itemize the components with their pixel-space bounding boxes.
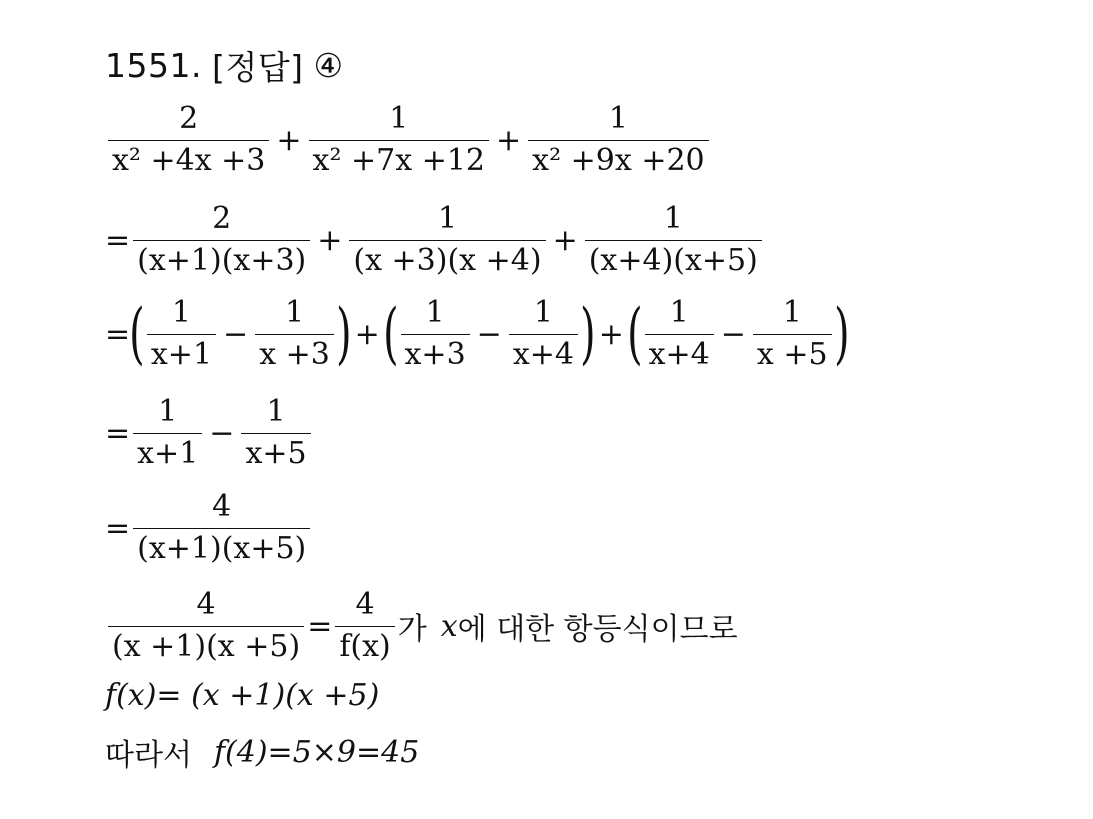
- denominator: x² +9x +20: [528, 140, 708, 179]
- right-paren: ): [833, 295, 850, 372]
- fraction: [753, 296, 832, 372]
- plus-sign: +: [354, 316, 380, 352]
- numerator: 4: [355, 587, 375, 622]
- fraction: [645, 296, 714, 372]
- minus-sign: −: [223, 316, 249, 352]
- denominator: (x +3)(x +4): [349, 240, 545, 279]
- answer-value: ④: [313, 46, 344, 85]
- denominator: (x+1)(x+3): [133, 240, 310, 279]
- numerator: 4: [196, 587, 216, 622]
- denominator: x+4: [645, 334, 714, 373]
- plus-sign: +: [552, 222, 578, 258]
- numerator: 1: [669, 295, 689, 330]
- fraction: [133, 202, 310, 278]
- fraction: [133, 490, 310, 566]
- denominator: x² +7x +12: [309, 140, 489, 179]
- denominator: x +5: [753, 334, 832, 373]
- fraction: [509, 296, 578, 372]
- plus-sign: +: [276, 122, 302, 158]
- equation-step-2: [105, 202, 765, 278]
- denominator: x+4: [509, 334, 578, 373]
- denominator: (x+4)(x+5): [585, 240, 762, 279]
- problem-number: 1551.: [105, 46, 202, 85]
- fraction: [335, 588, 394, 664]
- korean-text: 에 대한 항등식이므로: [457, 612, 738, 647]
- equation-step-3: [105, 296, 848, 372]
- minus-sign: −: [720, 316, 746, 352]
- fraction: [585, 202, 762, 278]
- numerator: 1: [171, 295, 192, 330]
- numerator: 1: [782, 295, 802, 330]
- numerator: 1: [158, 394, 178, 429]
- korean-text: 따라서: [105, 738, 192, 773]
- numerator: 1: [663, 201, 683, 236]
- minus-sign: −: [476, 316, 502, 352]
- numerator: 1: [608, 101, 628, 136]
- denominator: x+1: [133, 433, 202, 472]
- minus-sign: −: [209, 415, 235, 451]
- equals-sign: =: [105, 316, 131, 352]
- numerator: 4: [212, 489, 232, 524]
- plus-sign: +: [317, 222, 343, 258]
- left-paren: (: [627, 295, 643, 372]
- denominator: x+1: [147, 334, 216, 373]
- variable-x: x: [440, 608, 458, 644]
- equation-step-7: [105, 678, 379, 713]
- equals-sign: =: [105, 415, 131, 451]
- fraction: [108, 588, 304, 664]
- fraction: [309, 102, 489, 178]
- equals-sign: =: [105, 222, 131, 258]
- equation-step-8: [105, 730, 419, 774]
- denominator: f(x): [335, 626, 394, 665]
- equals-sign: =: [105, 510, 131, 546]
- korean-text: 가: [397, 612, 427, 647]
- plus-sign: +: [598, 316, 624, 352]
- numerator: 1: [437, 201, 458, 236]
- equals-sign: =: [307, 608, 333, 644]
- numerator: 1: [389, 101, 409, 136]
- problem-header: [105, 42, 354, 89]
- right-paren: ): [336, 295, 352, 372]
- answer-label: [정답]: [211, 48, 304, 87]
- denominator: (x +1)(x +5): [108, 626, 304, 665]
- denominator: x² +4x +3: [108, 140, 269, 179]
- denominator: x+3: [401, 334, 470, 373]
- left-paren: (: [382, 295, 399, 372]
- plus-sign: +: [496, 122, 522, 158]
- fraction: [349, 202, 545, 278]
- numerator: 1: [266, 394, 286, 429]
- right-paren: ): [580, 295, 596, 372]
- fraction: [241, 395, 310, 471]
- numerator: 2: [179, 101, 199, 136]
- equation-expression: f(4)=5×9=45: [213, 734, 420, 770]
- equation-step-4: [105, 395, 314, 471]
- fraction: [133, 395, 202, 471]
- equation-step-5: [105, 490, 313, 566]
- denominator: x+5: [241, 433, 310, 472]
- fraction: [147, 296, 216, 372]
- fraction: [108, 102, 269, 178]
- numerator: 1: [533, 295, 553, 330]
- fraction: [528, 102, 708, 178]
- left-paren: (: [129, 295, 145, 372]
- numerator: 1: [284, 295, 305, 330]
- denominator: x +3: [255, 334, 334, 373]
- equation-step-1: [105, 102, 712, 178]
- equation-expression: f(x)= (x +1)(x +5): [105, 678, 380, 713]
- fraction: [401, 296, 470, 372]
- denominator: (x+1)(x+5): [133, 528, 310, 567]
- numerator: 2: [212, 201, 232, 236]
- equation-step-6: [105, 588, 738, 664]
- numerator: 1: [425, 295, 445, 330]
- fraction: [255, 296, 334, 372]
